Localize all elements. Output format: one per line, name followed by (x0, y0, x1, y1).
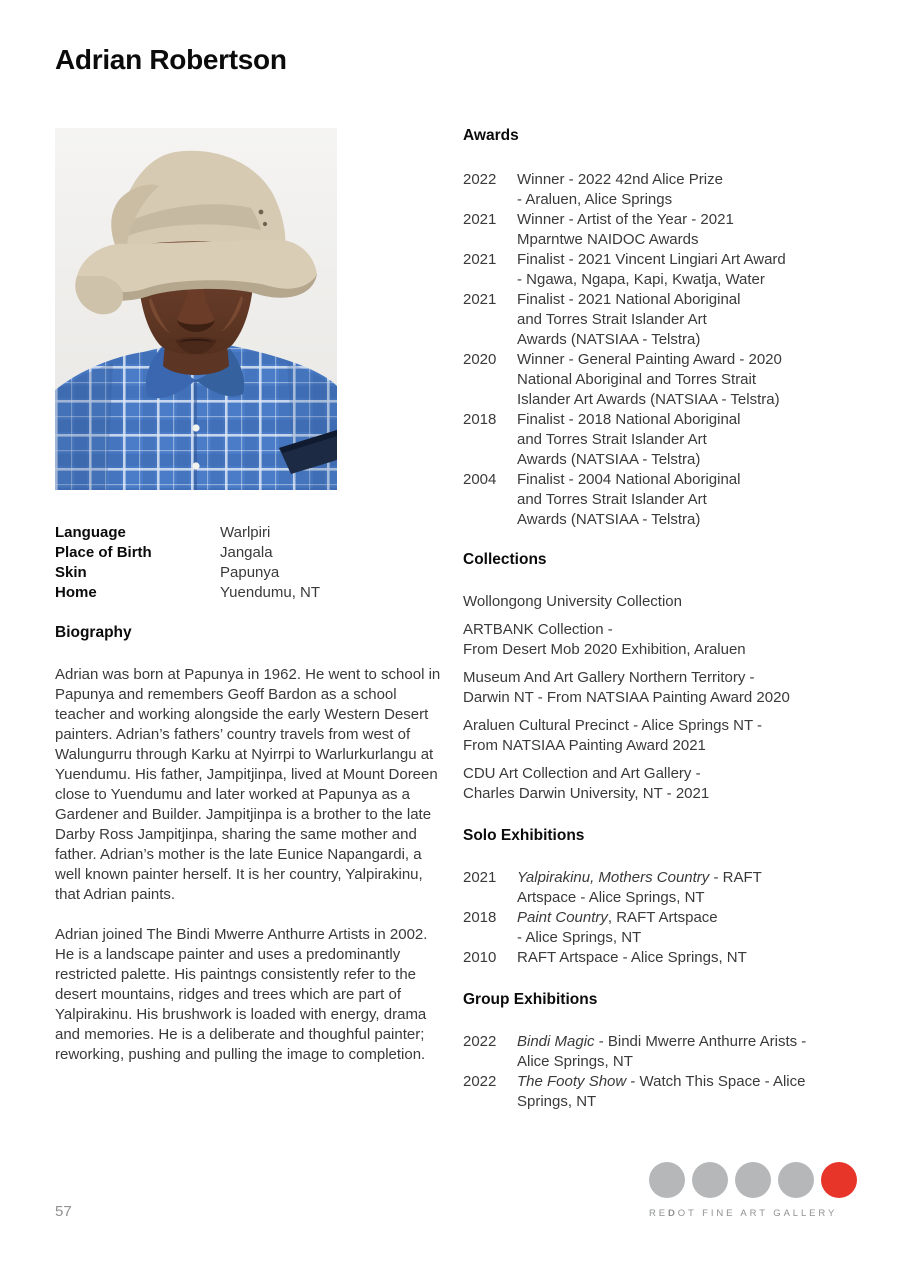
collection-entry (463, 592, 863, 612)
detail-label: Place of Birth (55, 544, 152, 561)
text-line: The Footy Show - Watch This Space - Alice (517, 1073, 806, 1090)
group-exhibition-entry (463, 1032, 863, 1072)
award-text (517, 350, 782, 410)
collection-text (463, 716, 863, 756)
text-line: Artspace - Alice Springs, NT (517, 889, 705, 906)
text-line: Paint Country, RAFT Artspace (517, 909, 718, 926)
logo-gray-dot-icon (692, 1162, 728, 1198)
award-year: 2022 (463, 171, 497, 188)
text-line: Yalpirakinu, Mothers Country - RAFT (517, 869, 762, 886)
awards-list (463, 170, 863, 530)
text-line: Winner - 2022 42nd Alice Prize (517, 171, 723, 188)
award-entry (463, 290, 863, 350)
award-text (517, 290, 740, 350)
collection-entry (463, 764, 863, 804)
logo-gray-dot-icon (778, 1162, 814, 1198)
group-exhibitions-heading: Group Exhibitions (463, 991, 598, 1008)
award-text (517, 470, 740, 530)
collection-text (463, 764, 863, 804)
text-line: Bindi Magic - Bindi Mwerre Anthurre Arists - (517, 1033, 807, 1050)
text-line: Museum And Art Gallery Northern Territory - (463, 669, 755, 686)
exhibition-year: 2022 (463, 1073, 497, 1090)
text-line: Charles Darwin University, NT - 2021 (463, 785, 710, 802)
solo-exhibition-entry (463, 908, 863, 948)
detail-value: Yuendumu, NT (220, 584, 321, 601)
exhibition-year: 2018 (463, 909, 497, 926)
logo-dots-icon (649, 1162, 859, 1198)
detail-label: Home (55, 584, 97, 601)
text-line: Finalist - 2004 National Aboriginal (517, 471, 741, 488)
wordmark-accent: D (668, 1208, 678, 1219)
text-line: - Ngawa, Ngapa, Kapi, Kwatja, Water (517, 271, 765, 288)
exhibition-year: 2010 (463, 949, 497, 966)
text-line: Finalist - 2018 National Aboriginal (517, 411, 741, 428)
collection-text (463, 620, 863, 660)
exhibition-text (517, 868, 762, 908)
awards-heading: Awards (463, 127, 519, 144)
right-column (463, 128, 863, 1112)
text-line: From Desert Mob 2020 Exhibition, Araluen (463, 641, 746, 658)
award-text (517, 210, 734, 250)
wordmark-post: OT FINE ART GALLERY (677, 1208, 838, 1219)
text-line: ARTBANK Collection - (463, 621, 613, 638)
solo-exhibitions-list (463, 868, 863, 968)
text-line: Alice Springs, NT (517, 1053, 633, 1070)
detail-row (55, 563, 447, 583)
text-line: Mparntwe NAIDOC Awards (517, 231, 699, 248)
text-line: and Torres Strait Islander Art (517, 431, 707, 448)
exhibition-year: 2021 (463, 869, 497, 886)
text-line: Islander Art Awards (NATSIAA - Telstra) (517, 391, 780, 408)
exhibition-year: 2022 (463, 1033, 497, 1050)
collection-entry (463, 668, 863, 708)
biography-paragraph-2: Adrian joined The Bindi Mwerre Anthurre Artists in 2002. He is a landscape painter and uses a predominantly restricted palette. His paintngs consistently refer to the desert mountains, ridges and trees which are part of Yalpirakinu. His brushwork is loaded with energy, drama and memories. He is a deliberate and thoughful painter; reworking, pushing and pulling the image to completion. (55, 926, 428, 1063)
artist-details (55, 523, 447, 603)
logo-red-dot-icon (821, 1162, 857, 1198)
detail-row (55, 543, 447, 563)
exhibition-text (517, 948, 747, 968)
award-year: 2018 (463, 411, 497, 428)
detail-value: Warlpiri (220, 524, 271, 541)
text-line: - Alice Springs, NT (517, 929, 642, 946)
award-entry (463, 250, 863, 290)
artist-portrait-photo (55, 128, 337, 490)
solo-exhibition-entry (463, 948, 863, 968)
text-line: Awards (NATSIAA - Telstra) (517, 451, 701, 468)
detail-row (55, 583, 447, 603)
logo-wordmark (649, 1208, 859, 1219)
collections-heading: Collections (463, 551, 547, 568)
group-exhibition-entry (463, 1072, 863, 1112)
text-line: Awards (NATSIAA - Telstra) (517, 331, 701, 348)
text-line: Winner - Artist of the Year - 2021 (517, 211, 734, 228)
award-entry (463, 170, 863, 210)
award-entry (463, 470, 863, 530)
award-year: 2021 (463, 291, 497, 308)
text-line: Darwin NT - From NATSIAA Painting Award 2020 (463, 689, 790, 706)
page-number: 57 (55, 1203, 72, 1220)
award-text (517, 410, 740, 470)
gallery-logo (649, 1162, 859, 1219)
detail-value: Papunya (220, 564, 280, 581)
text-line: RAFT Artspace - Alice Springs, NT (517, 949, 747, 966)
text-line: Wollongong University Collection (463, 593, 682, 610)
award-text (517, 170, 723, 210)
collections-list (463, 592, 863, 804)
exhibition-text (517, 908, 718, 948)
group-exhibitions-list (463, 1032, 863, 1112)
text-line: Finalist - 2021 Vincent Lingiari Art Award (517, 251, 786, 268)
text-line: and Torres Strait Islander Art (517, 311, 707, 328)
award-entry (463, 350, 863, 410)
detail-row (55, 523, 447, 543)
biography-text (55, 665, 447, 1065)
award-year: 2004 (463, 471, 497, 488)
detail-label: Skin (55, 564, 87, 581)
award-year: 2020 (463, 351, 497, 368)
text-line: and Torres Strait Islander Art (517, 491, 707, 508)
text-line: Awards (NATSIAA - Telstra) (517, 511, 701, 528)
collection-entry (463, 620, 863, 660)
text-line: From NATSIAA Painting Award 2021 (463, 737, 706, 754)
logo-gray-dot-icon (735, 1162, 771, 1198)
award-entry (463, 410, 863, 470)
collection-entry (463, 716, 863, 756)
collection-text (463, 668, 863, 708)
artist-portrait-illustration (55, 128, 337, 490)
award-year: 2021 (463, 211, 497, 228)
text-line: - Araluen, Alice Springs (517, 191, 673, 208)
text-line: Finalist - 2021 National Aboriginal (517, 291, 741, 308)
collection-text (463, 592, 863, 612)
detail-value: Jangala (220, 544, 273, 561)
award-entry (463, 210, 863, 250)
award-text (517, 250, 786, 290)
exhibition-text (517, 1032, 806, 1072)
exhibition-text (517, 1072, 805, 1112)
text-line: Springs, NT (517, 1093, 597, 1110)
biography-paragraph-1: Adrian was born at Papunya in 1962. He went to school in Papunya and remembers Geoff Bardon as a school teacher and working alongside the early Western Desert painters. Adrian’s fathers’ country travels from west of Walungurru through Karku at Nyirrpi to Warlurkurlangu at Yuendumu. His father, Jampitjinpa, lived at Mount Doreen close to Yuendumu and later worked at Papunya as a Gardener and Builder. Jampitjinpa is a brother to the late Darby Ross Jampitjinpa, sharing the same mother and father. Adrian’s mother is the late Eunice Napangardi, a well known painter herself. It is her country, Yalpirakinu, that Adrian paints. (55, 666, 441, 903)
logo-gray-dot-icon (649, 1162, 685, 1198)
wordmark-pre: RE (649, 1208, 668, 1219)
solo-exhibition-entry (463, 868, 863, 908)
solo-exhibitions-heading: Solo Exhibitions (463, 827, 585, 844)
text-line: National Aboriginal and Torres Strait (517, 371, 757, 388)
award-year: 2021 (463, 251, 497, 268)
text-line: Winner - General Painting Award - 2020 (517, 351, 782, 368)
left-column (55, 523, 447, 1085)
page-title: Adrian Robertson (55, 44, 287, 75)
text-line: Araluen Cultural Precinct - Alice Springs NT - (463, 717, 763, 734)
biography-heading: Biography (55, 624, 132, 641)
text-line: CDU Art Collection and Art Gallery - (463, 765, 701, 782)
detail-label: Language (55, 524, 126, 541)
